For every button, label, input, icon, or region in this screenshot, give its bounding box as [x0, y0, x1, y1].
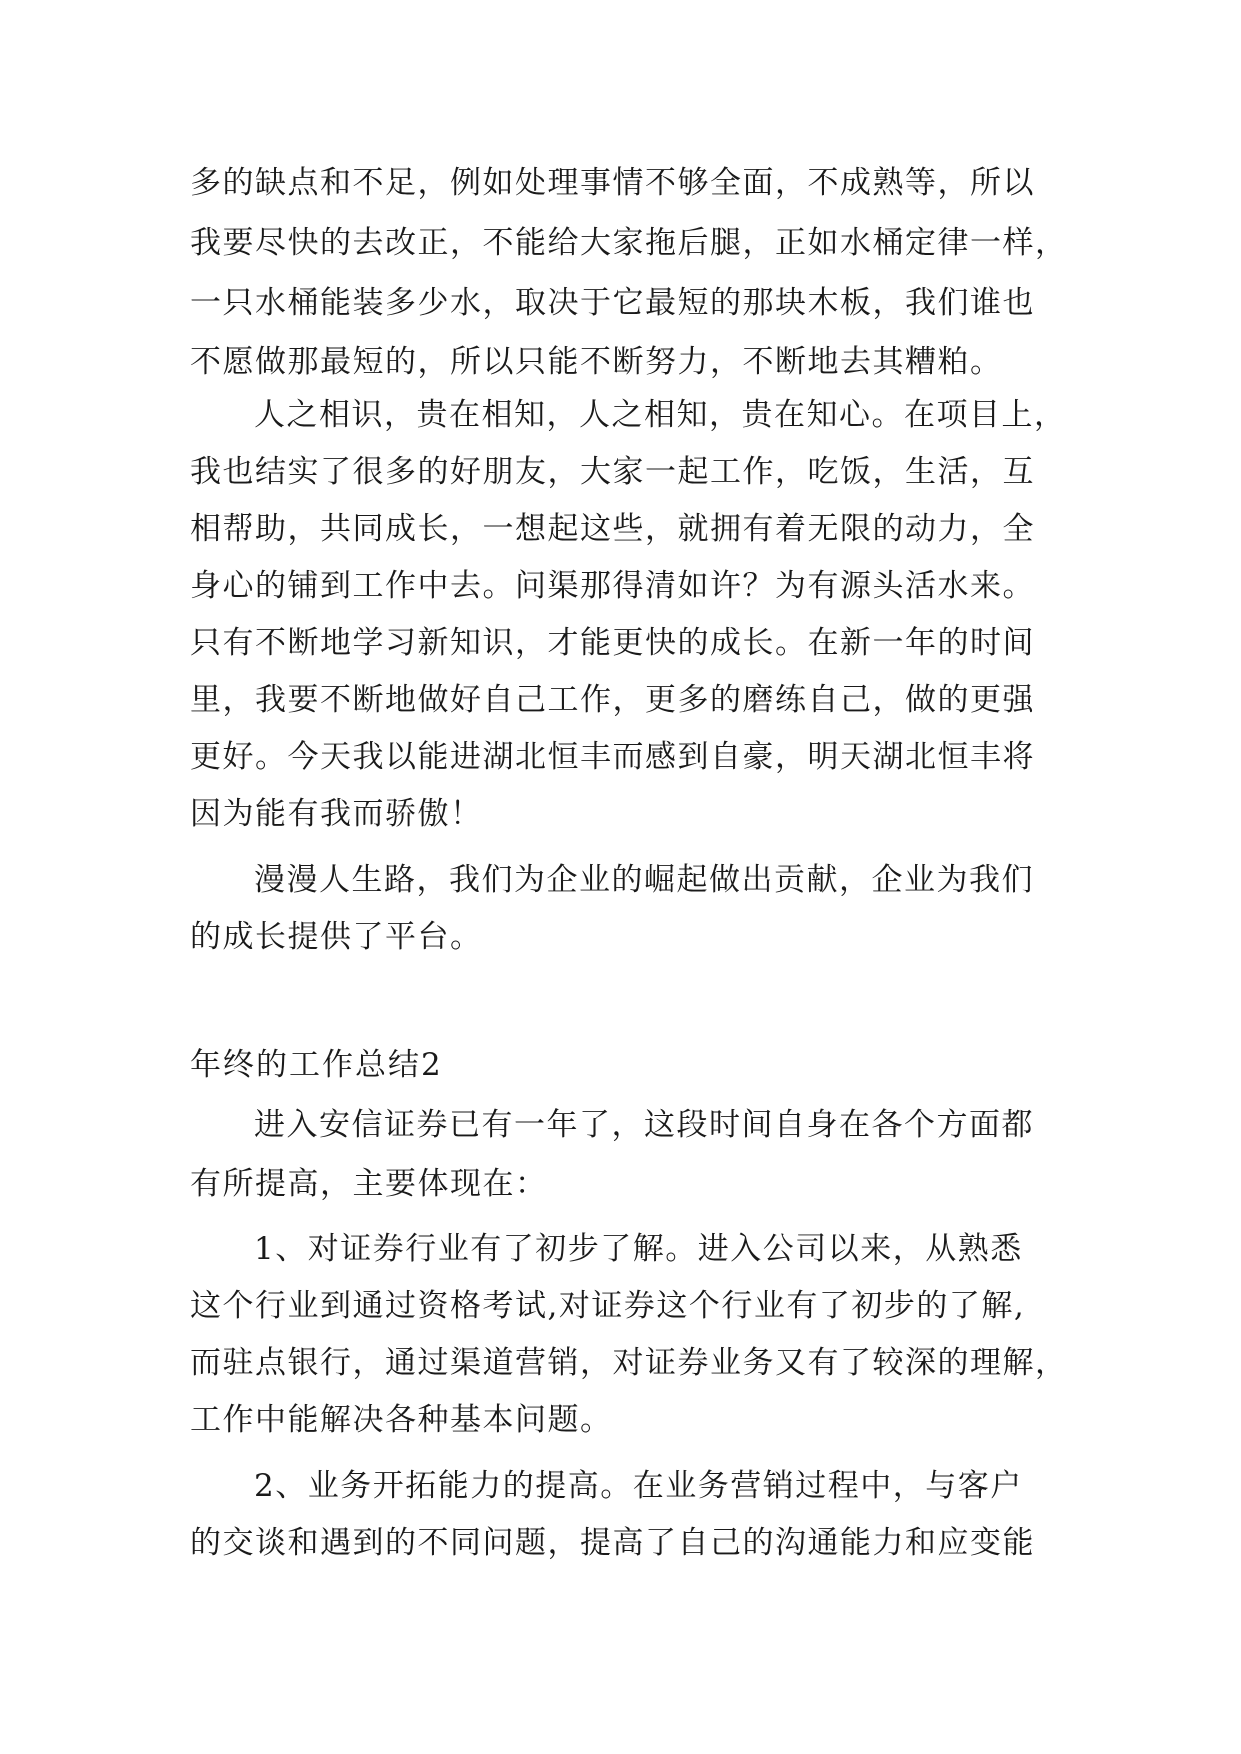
text-line: 只有不断地学习新知识，才能更快的成长。在新一年的时间	[190, 625, 1035, 661]
paragraph-line	[0, 218, 1241, 268]
text-line: 的交谈和遇到的不同问题，提高了自己的沟通能力和应变能	[190, 1525, 1035, 1561]
paragraph-line	[0, 1518, 1241, 1568]
paragraph-line	[0, 1159, 1241, 1209]
paragraph-line	[0, 278, 1241, 328]
paragraph-line	[0, 158, 1241, 208]
paragraph-line	[0, 732, 1241, 782]
section-heading	[0, 1040, 1241, 1090]
paragraph-line	[0, 337, 1241, 387]
text-line: 多的缺点和不足，例如处理事情不够全面，不成熟等，所以	[190, 165, 1035, 201]
text-line: 漫漫人生路，我们为企业的崛起做出贡献，企业为我们	[254, 862, 1034, 898]
paragraph-line	[0, 1281, 1241, 1331]
text-line: 1、对证券行业有了初步了解。进入公司以来，从熟悉	[254, 1231, 1023, 1267]
text-line: 里，我要不断地做好自己工作，更多的磨练自己，做的更强	[190, 682, 1035, 718]
paragraph-line	[0, 1461, 1241, 1511]
text-line: 不愿做那最短的，所以只能不断努力，不断地去其糟粕。	[190, 344, 1003, 380]
paragraph-line	[0, 390, 1241, 440]
text-line: 进入安信证券已有一年了，这段时间自身在各个方面都	[254, 1107, 1034, 1143]
paragraph-line	[0, 561, 1241, 611]
paragraph-line	[0, 912, 1241, 962]
text-line: 的成长提供了平台。	[190, 919, 483, 955]
heading-text: 年终的工作总结2	[190, 1047, 443, 1083]
paragraph-line	[0, 855, 1241, 905]
paragraph-line	[0, 618, 1241, 668]
text-line: 而驻点银行，通过渠道营销，对证券业务又有了较深的理解，	[190, 1345, 1068, 1381]
paragraph-line	[0, 1395, 1241, 1445]
text-line: 这个行业到通过资格考试,对证券这个行业有了初步的了解,	[190, 1288, 1026, 1324]
paragraph-line	[0, 1338, 1241, 1388]
text-line: 工作中能解决各种基本问题。	[190, 1402, 613, 1438]
text-line: 人之相识，贵在相知，人之相知，贵在知心。在项目上，	[254, 397, 1067, 433]
text-line: 一只水桶能装多少水，取决于它最短的那块木板，我们谁也	[190, 285, 1035, 321]
text-line: 我要尽快的去改正，不能给大家拖后腿，正如水桶定律一样，	[190, 225, 1068, 261]
paragraph-line	[0, 447, 1241, 497]
text-line: 2、业务开拓能力的提高。在业务营销过程中，与客户	[254, 1468, 1023, 1504]
paragraph-line	[0, 675, 1241, 725]
paragraph-line	[0, 504, 1241, 554]
paragraph-line	[0, 1224, 1241, 1274]
text-line: 因为能有我而骄傲！	[190, 796, 483, 832]
text-line: 更好。今天我以能进湖北恒丰而感到自豪，明天湖北恒丰将	[190, 739, 1035, 775]
text-line: 相帮助，共同成长，一想起这些，就拥有着无限的动力，全	[190, 511, 1035, 547]
text-line: 有所提高，主要体现在：	[190, 1166, 548, 1202]
text-line: 身心的铺到工作中去。问渠那得清如许？为有源头活水来。	[190, 568, 1035, 604]
paragraph-line	[0, 789, 1241, 839]
text-line: 我也结实了很多的好朋友，大家一起工作，吃饭，生活，互	[190, 454, 1035, 490]
paragraph-line	[0, 1100, 1241, 1150]
